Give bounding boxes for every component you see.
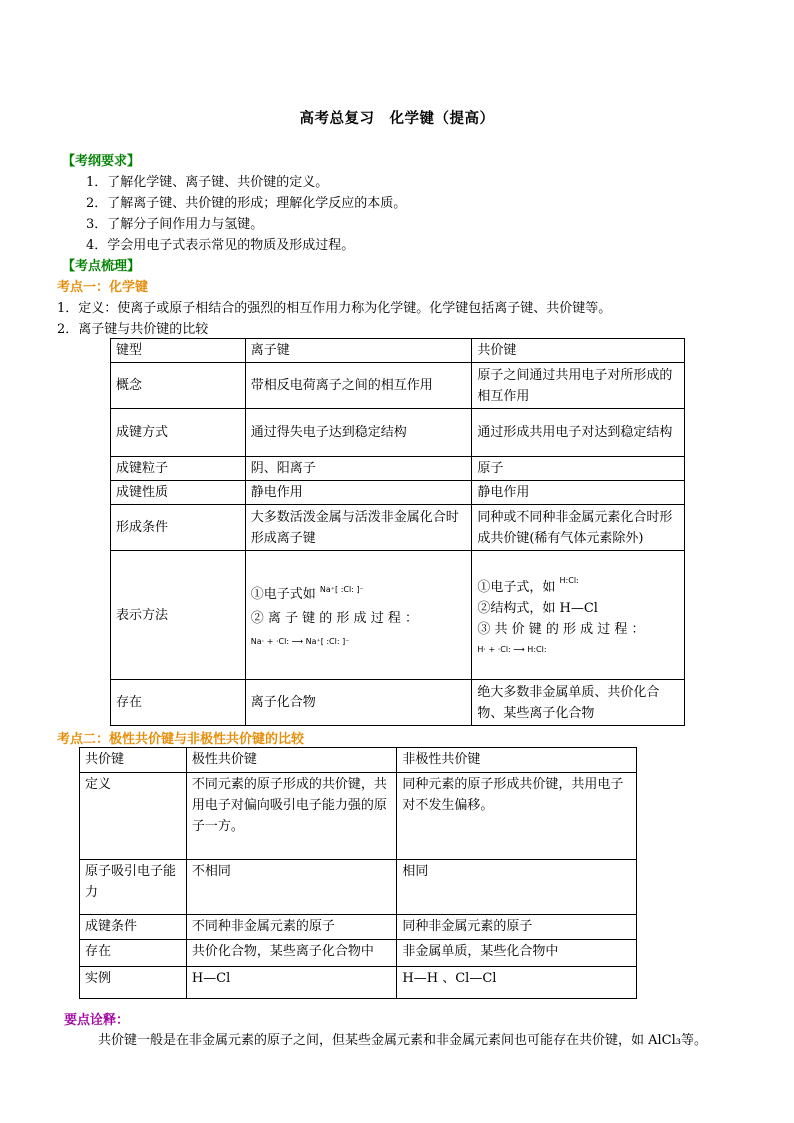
note-text: 共价键一般是在非金属元素的原子之间，但某些金属元素和非金属元素间也可能存在共价键，如 AlCl₃等。: [98, 1033, 707, 1048]
ionic-electron-formula-label: ①电子式如: [250, 586, 316, 602]
syllabus-header: 【考纲要求】: [62, 154, 141, 169]
table-cell: 极性共价键: [186, 748, 397, 773]
table-row: [111, 339, 685, 363]
table-cell: 共价键: [80, 748, 187, 773]
table-cell: 静电作用: [245, 481, 472, 505]
table-cell: 键型: [111, 339, 246, 363]
table-cell: 存在: [111, 680, 246, 726]
table-cell: 实例: [80, 967, 187, 999]
table-cell: 不相同: [186, 860, 397, 915]
table-cell: 非金属单质，某些化合物中: [397, 940, 637, 967]
ionic-electron-formula: Na⁺[ :Cl: ]⁻: [319, 584, 364, 594]
table-cell: 大多数活泼金属与活泼非金属化合时形成离子键: [245, 505, 472, 551]
structural-formula-label: ②结构式，如 H—Cl: [477, 601, 598, 616]
page-title: 高考总复习 化学键（提高）: [299, 110, 495, 127]
ionic-representation-cell: [245, 551, 472, 680]
table-row: [80, 773, 637, 860]
table-cell: 原子之间通过共用电子对所形成的相互作用: [472, 363, 685, 409]
table-cell: 形成条件: [111, 505, 246, 551]
table-row: [111, 409, 685, 457]
table-row: [111, 457, 685, 481]
table-cell: 不同种非金属元素的原子: [186, 915, 397, 940]
point1-title: 考点一：化学键: [57, 280, 149, 295]
table-cell: 表示方法: [111, 551, 246, 680]
table-row: [111, 363, 685, 409]
table-cell: 原子吸引电子能力: [80, 860, 187, 915]
ionic-process-formula: Na· + ·Cl: ⟶ Na⁺[ :Cl: ]⁻: [250, 636, 350, 646]
note-title: 要点诠释：: [64, 1013, 130, 1028]
syllabus-item: 2．了解离子键、共价键的形成；理解化学反应的本质。: [86, 196, 407, 211]
covalent-representation-cell: [472, 551, 685, 680]
table-cell: 共价化合物，某些离子化合物中: [186, 940, 397, 967]
table-cell: 阴、阳离子: [245, 457, 472, 481]
table-row: [80, 915, 637, 940]
table-cell: 相同: [397, 860, 637, 915]
syllabus-item: 3．了解分子间作用力与氢键。: [86, 217, 264, 232]
table-cell: 存在: [80, 940, 187, 967]
covalent-electron-formula-label: ①电子式，如: [477, 580, 556, 595]
table-cell: 离子键: [245, 339, 472, 363]
table-cell: 原子: [472, 457, 685, 481]
table-row: [80, 940, 637, 967]
table-row: [80, 860, 637, 915]
table-cell: 离子化合物: [245, 680, 472, 726]
table-cell: 带相反电荷离子之间的相互作用: [245, 363, 472, 409]
covalent-process-formula: H· + ·Cl: ⟶ H:Cl:: [477, 645, 547, 654]
review-header: 【考点梳理】: [62, 259, 141, 274]
point2-title: 考点二：极性共价键与非极性共价键的比较: [57, 732, 305, 747]
table-row: [80, 967, 637, 999]
table-cell: 静电作用: [472, 481, 685, 505]
table-cell: 成键性质: [111, 481, 246, 505]
table-row: [111, 551, 685, 680]
table-row: [111, 680, 685, 726]
table-cell: 成键条件: [80, 915, 187, 940]
polar-nonpolar-table: [79, 747, 637, 999]
table-cell: H—Cl: [186, 967, 397, 999]
table-cell: 概念: [111, 363, 246, 409]
covalent-process-label: ③ 共 价 键 的 形 成 过 程 ：: [477, 622, 645, 637]
syllabus-item: 4．学会用电子式表示常见的物质及形成过程。: [86, 238, 355, 253]
table-cell: 通过形成共用电子对达到稳定结构: [472, 409, 685, 457]
table-cell: 共价键: [472, 339, 685, 363]
table-cell: 通过得失电子达到稳定结构: [245, 409, 472, 457]
table-cell: 不同元素的原子形成的共价键，共用电子对偏向吸引电子能力强的原子一方。: [186, 773, 397, 860]
table-cell: 非极性共价键: [397, 748, 637, 773]
table-cell: 同种非金属元素的原子: [397, 915, 637, 940]
table-cell: 绝大多数非金属单质、共价化合物、某些离子化合物: [472, 680, 685, 726]
table-cell: 成键粒子: [111, 457, 246, 481]
table-cell: 定义: [80, 773, 187, 860]
syllabus-item: 1．了解化学键、离子键、共价键的定义。: [86, 175, 329, 190]
table-cell: 同种元素的原子形成共价键，共用电子对不发生偏移。: [397, 773, 637, 860]
chem-bond-definition: 1．定义：使离子或原子相结合的强烈的相互作用力称为化学键。化学键包括离子键、共价键等。: [57, 301, 612, 316]
table-cell: 成键方式: [111, 409, 246, 457]
ionic-covalent-table: [110, 338, 685, 726]
table-row: [80, 748, 637, 773]
table-row: [111, 481, 685, 505]
table-cell: H—H 、Cl—Cl: [397, 967, 637, 999]
table-row: [111, 505, 685, 551]
ionic-process-label: ② 离 子 键 的 形 成 过 程 ：: [250, 610, 418, 626]
covalent-electron-formula: H:Cl:: [559, 576, 579, 585]
table-cell: 同种或不同种非金属元素化合时形成共价键(稀有气体元素除外): [472, 505, 685, 551]
compare-title: 2．离子键与共价键的比较: [57, 322, 209, 337]
